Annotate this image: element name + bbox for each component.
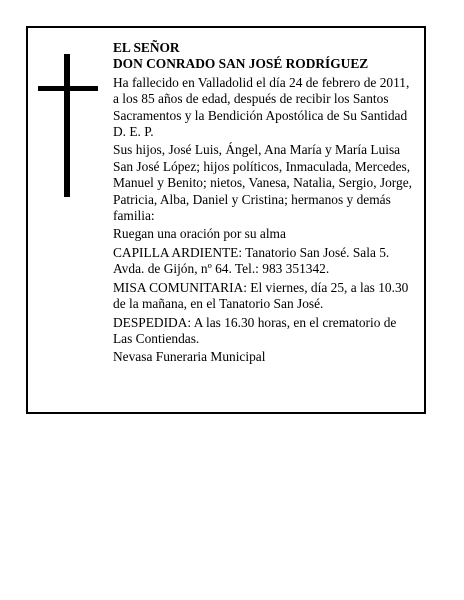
death-line: D. E. P. bbox=[113, 124, 154, 140]
death-line: a los 85 años de edad, después de recibir los Santos bbox=[113, 91, 389, 107]
family-line: Patricia, Alba, Daniel y Cristina; hermanos y demás bbox=[113, 191, 391, 207]
family-line: San José López; hijos políticos, Inmaculada, Mercedes, bbox=[113, 158, 411, 174]
family-line: familia: bbox=[113, 208, 155, 224]
chapel-paragraph bbox=[113, 245, 413, 278]
mass-paragraph bbox=[113, 280, 413, 313]
cross-horizontal-bar bbox=[38, 86, 98, 91]
chapel-line: CAPILLA ARDIENTE: Tanatorio San José. Sala 5. bbox=[113, 244, 390, 260]
notice-heading-title: EL SEÑOR bbox=[113, 40, 180, 55]
death-line: Ha fallecido en Valladolid el día 24 de febrero de 2011, bbox=[113, 74, 410, 90]
family-line: Sus hijos, José Luis, Ángel, Ana María y María Luisa bbox=[113, 142, 401, 158]
mass-line: MISA COMUNITARIA: El viernes, día 25, a las 10.30 bbox=[113, 279, 409, 295]
prayer-request: Ruegan una oración por su alma bbox=[113, 226, 286, 242]
funeral-home-name: Nevasa Funeraria Municipal bbox=[113, 349, 266, 365]
farewell-paragraph bbox=[113, 315, 413, 348]
farewell-line: Las Contiendas. bbox=[113, 330, 200, 346]
deceased-name: DON CONRADO SAN JOSÉ RODRÍGUEZ bbox=[113, 56, 369, 72]
farewell-line: DESPEDIDA: A las 16.30 horas, en el crematorio de bbox=[113, 314, 397, 330]
death-paragraph bbox=[113, 75, 413, 141]
cross-vertical-bar bbox=[64, 54, 70, 197]
family-line: Manuel y Benito; nietos, Vanesa, Natalia, Sergio, Jorge, bbox=[113, 175, 413, 191]
cross-icon bbox=[38, 54, 98, 197]
family-paragraph bbox=[113, 142, 413, 224]
obituary-text bbox=[113, 40, 413, 366]
mass-line: de la mañana, en el Tanatorio San José. bbox=[113, 296, 324, 312]
chapel-line: Avda. de Gijón, nº 64. Tel.: 983 351342. bbox=[113, 261, 330, 277]
death-line: Sacramentos y la Bendición Apostólica de Su Santidad bbox=[113, 107, 408, 123]
